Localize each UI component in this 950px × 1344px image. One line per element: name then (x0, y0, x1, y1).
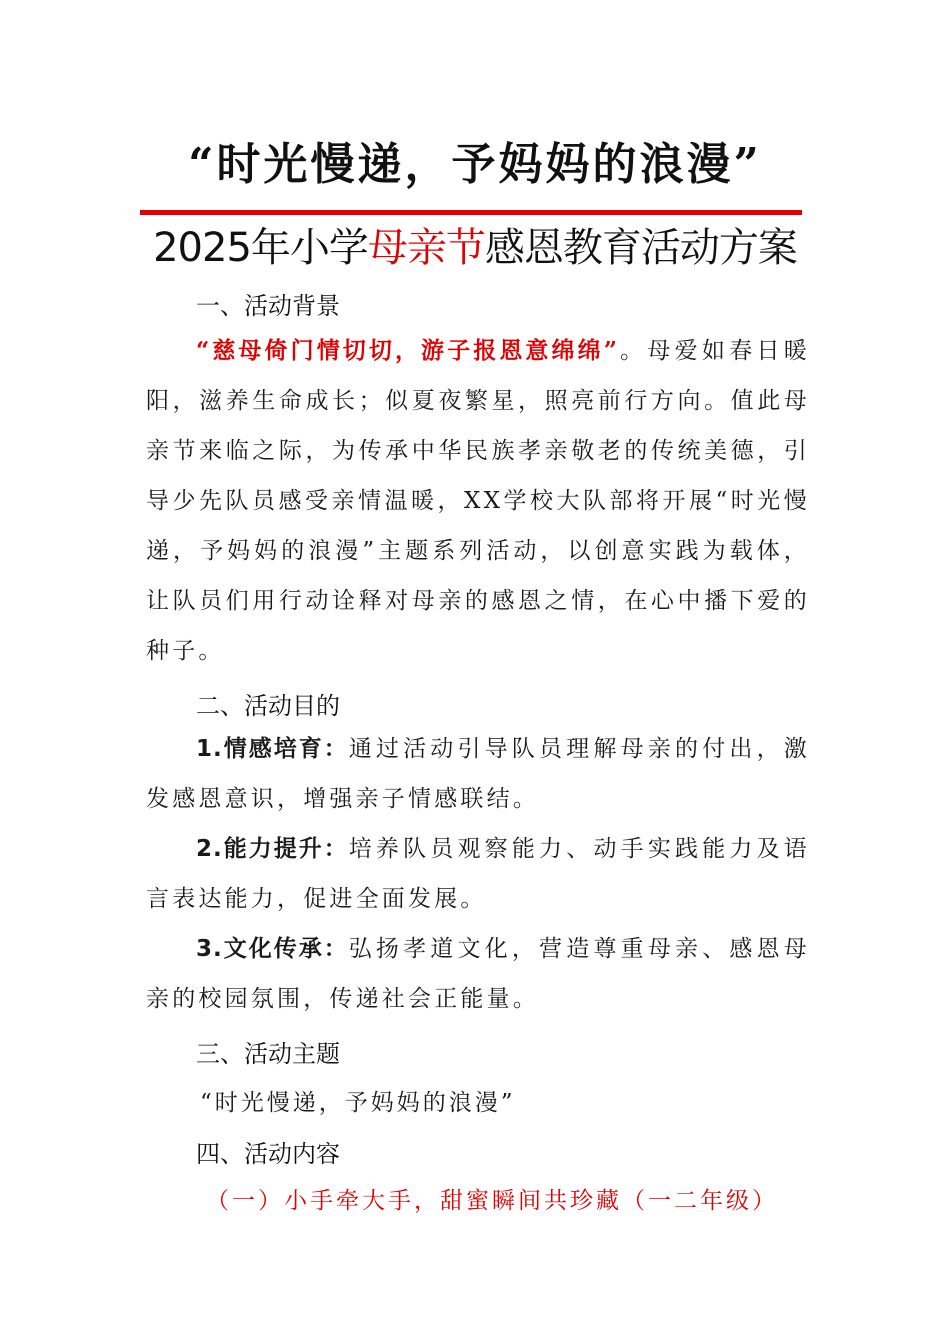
subtitle-suffix: 感恩教育活动方案 (484, 225, 797, 271)
document-title: “时光慢递，予妈妈的浪漫” (188, 139, 762, 190)
section-heading-content: 四、活动内容 (196, 1140, 340, 1168)
section-heading-background: 一、活动背景 (196, 292, 340, 320)
purpose-item-text: 培养队员观察能力、动手实践能力及语言表达能力，促进全面发展。 (146, 836, 810, 912)
purpose-item-lead: 2.能力提升： (196, 836, 349, 862)
purpose-item-text: 通过活动引导队员理解母亲的付出，激发感恩意识，增强亲子情感联结。 (146, 736, 810, 812)
purpose-item (146, 724, 810, 824)
section-heading-purpose: 二、活动目的 (196, 692, 340, 720)
purpose-item-lead: 1.情感培育： (196, 736, 349, 762)
purpose-item (146, 824, 810, 924)
purpose-item-lead: 3.文化传承： (196, 936, 349, 962)
subtitle-highlight: 母亲节 (367, 225, 485, 271)
title-divider (140, 210, 802, 215)
purpose-item-text: 弘扬孝道文化，营造尊重母亲、感恩母亲的校园氛围，传递社会正能量。 (146, 936, 810, 1012)
background-quote: “慈母倚门情切切，游子报恩意绵绵” (196, 337, 619, 364)
document-subtitle (0, 216, 950, 273)
theme-text: “时光慢递，予妈妈的浪漫” (200, 1090, 516, 1116)
background-text: 。母爱如春日暖阳，滋养生命成长；似夏夜繁星，照亮前行方向。值此母亲节来临之际，为传承中华民族孝亲敬老的传统美德，引导少先队员感受亲情温暖，XX学校大队部将开展“时光慢递，予妈妈的浪漫”主题系列活动，以创意实践为载体，让队员们用行动诠释对母亲的感恩之情，在心中播下爱的种子。 (146, 338, 810, 664)
content-subheading-1: （一）小手牵大手，甜蜜瞬间共珍藏（一二年级） (206, 1188, 778, 1214)
background-paragraph (146, 326, 810, 676)
purpose-item (146, 924, 810, 1024)
section-heading-theme: 三、活动主题 (196, 1040, 340, 1068)
subtitle-prefix: 2025年小学 (153, 225, 368, 271)
